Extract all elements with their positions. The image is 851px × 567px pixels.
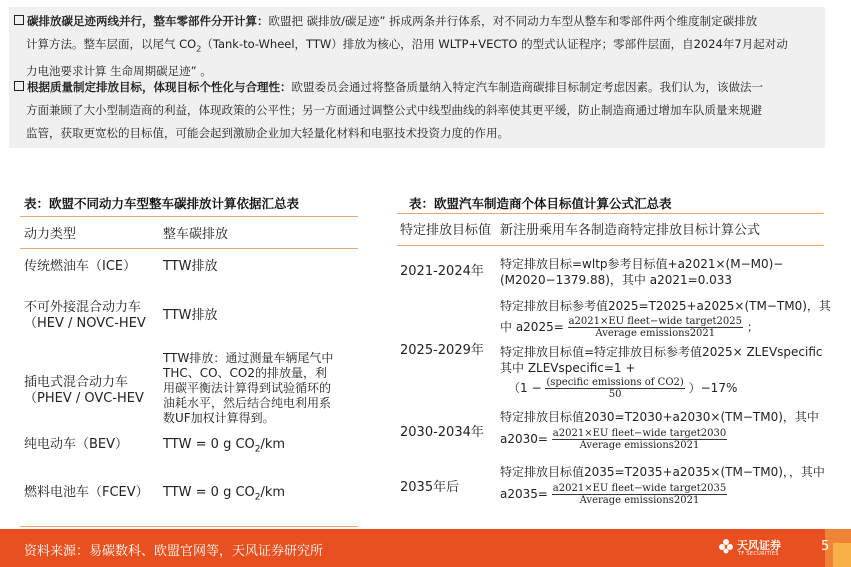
- f2030-a: a2030=: [500, 432, 548, 446]
- phev-line-3: 用碳平衡法计算得到试验循环的: [163, 381, 332, 395]
- left-row-ice-value: TTW排放: [163, 259, 218, 274]
- frac-num: a2021×EU fleet−wide target2035: [552, 483, 727, 494]
- frac-den: Average emissions2021: [579, 440, 700, 451]
- right-row-2021-period: 2021-2024年: [400, 264, 484, 279]
- p1-heading: 碳排放碳足迹两线并行，整车零部件分开计算：: [27, 14, 269, 28]
- p1-line1: 欧盟把 碳排放/碳足迹” 拆成两条并行体系，对不同动力车型从整车和零部件两个维度制定碳排放: [268, 14, 758, 28]
- left-row-phev-type-l2: （PHEV / OVC-HEV: [24, 391, 144, 406]
- phev-line-4: 油耗水平，然后结合纯电利用系: [163, 396, 332, 410]
- logo-flower-icon: [718, 538, 734, 554]
- p1-line2-sub: 2: [196, 44, 202, 54]
- left-row-ice-type: 传统燃油车（ICE）: [24, 259, 137, 274]
- bev-value-b: /km: [260, 437, 286, 452]
- fraction-2035: [552, 483, 727, 506]
- fcev-value-sub: 2: [254, 492, 261, 503]
- left-header-type: 动力类型: [24, 227, 77, 242]
- p1-line3: 力电池要求计算 生命周期碳足迹” 。: [26, 64, 212, 79]
- frac2-den: 50: [608, 389, 622, 400]
- left-header-emission: 整车碳排放: [163, 227, 229, 242]
- frac-den: Average emissions2021: [579, 495, 700, 506]
- left-row-phev-value: [163, 351, 333, 426]
- right-row-2030-formula-1: 特定排放目标值2030=T2030+a2030×(TM−TM0)，其中: [500, 410, 819, 424]
- right-row-2035-formula-2: [500, 483, 727, 506]
- right-row-2030-period: 2030-2034年: [400, 425, 484, 440]
- frac-num: a2021×EU fleet−wide target2030: [552, 428, 727, 439]
- frac-den: Average emissions2021: [595, 328, 716, 339]
- phev-line-5: 数UF加权计算得到。: [163, 411, 275, 425]
- fraction-zlev: [545, 377, 684, 400]
- left-row-bev-value: [163, 437, 285, 458]
- right-row-2025-formula-3: 特定排放目标值=特定排放目标参考值2025× ZLEVspecific: [500, 345, 823, 359]
- left-row-hev-type-l1: 不可外接混合动力车: [24, 300, 142, 315]
- f2025-5a: （1 −: [508, 381, 542, 395]
- left-row-hev-type-l2: （HEV / NOVC-HEV: [24, 316, 146, 331]
- right-row-2035-formula-1: 特定排放目标值2035=T2035+a2035×(TM−TM0)，，其中: [500, 465, 825, 479]
- logo-subtext: TF SECURITIES: [738, 551, 779, 557]
- left-row-phev-type-l1: 插电式混合动力车: [24, 375, 129, 390]
- logo-text: 天风证券: [737, 539, 781, 552]
- checkbox-bullet-icon: [14, 15, 24, 25]
- p1-line2b: （Tank-to-Wheel，TTW）排放为核心，沿用 WLTP+VECTO 的型式认证程序；零部件层面，自2024年7月起对动: [201, 37, 788, 51]
- p2-line1: 欧盟委员会通过将整备质量纳入特定汽车制造商碳排目标制定考虑因素。我们认为，该做法一: [291, 80, 763, 94]
- bev-value-sub: 2: [254, 444, 261, 455]
- f2035-a: a2035=: [500, 487, 548, 501]
- p2-heading: 根据质量制定排放目标，体现目标个性化与合理性：: [27, 80, 292, 94]
- bev-value-a: TTW = 0 g CO: [163, 437, 255, 452]
- checkbox-bullet-icon: [14, 81, 24, 91]
- right-row-2021-formula-1: 特定排放目标=wltp参考目标值+a2021×(M−M0)−: [500, 257, 784, 271]
- summary-box: [9, 7, 825, 148]
- left-table-rule-top: [20, 216, 358, 217]
- fraction-2025: [568, 316, 743, 339]
- left-table-title: 表：欧盟不同动力车型整车碳排放计算依据汇总表: [24, 196, 300, 211]
- frac2-num: (specific emissions of CO2): [546, 377, 684, 388]
- phev-line-2: THC、CO、CO2的排放量，利: [163, 366, 328, 380]
- p2-line2: 方面兼顾了大小型制造商的利益，体现政策的公平性；另一方面通过调整公式中线型曲线的斜率使其更平缓，防止制造商通过增加车队质量来规避: [26, 103, 762, 117]
- phev-line-1: TTW排放：通过测量车辆尾气中: [163, 351, 334, 365]
- f2025-b: ；: [746, 320, 759, 334]
- f2025-a: 中 a2025=: [500, 320, 564, 334]
- right-row-2025-formula-2: [500, 316, 759, 339]
- right-row-2025-formula-4: 其中 ZLEVspecific=1 +: [500, 361, 636, 375]
- right-row-2035-period: 2035年后: [400, 480, 460, 495]
- fcev-value-a: TTW = 0 g CO: [163, 485, 255, 500]
- right-table-title: 表：欧盟汽车制造商个体目标值计算公式汇总表: [409, 196, 672, 211]
- fcev-value-b: /km: [260, 485, 286, 500]
- left-row-fcev-type: 燃料电池车（FCEV）: [24, 485, 149, 500]
- p1-line2a: 计算方法。整车层面，以尾气 CO: [26, 37, 197, 51]
- right-row-2025-formula-5: [508, 377, 737, 400]
- summary-paragraph-1: [14, 10, 817, 83]
- frac-num: a2021×EU fleet−wide target2025: [568, 316, 742, 327]
- right-row-2030-formula-2: [500, 428, 727, 451]
- right-header-formula: 新注册乘用车各制造商特定排放目标计算公式: [500, 223, 761, 238]
- source-note: 资料来源：易碳数科、欧盟官网等，天风证券研究所: [24, 544, 324, 559]
- fraction-2030: [552, 428, 727, 451]
- right-table-rule-header: [397, 245, 824, 246]
- page-number: 5: [821, 539, 830, 554]
- right-row-2021-formula-2: (M2020−1379.88)，其中 a2021=0.033: [500, 273, 733, 287]
- left-row-fcev-value: [163, 485, 285, 506]
- right-header-period: 特定排放目标值: [400, 223, 492, 238]
- corner-decoration-2: [833, 543, 851, 567]
- f2025-5b: ）−17%: [688, 381, 738, 395]
- company-logo: [718, 537, 781, 557]
- left-table-rule-header: [20, 248, 358, 249]
- right-row-2025-period: 2025-2029年: [400, 343, 484, 358]
- right-table-rule-top: [397, 213, 824, 214]
- left-row-hev-value: TTW排放: [163, 308, 218, 323]
- right-row-2025-formula-1: 特定排放目标参考值2025=T2025+a2025×(TM−TM0)，其: [500, 299, 831, 313]
- summary-paragraph-2: [14, 76, 817, 145]
- p2-line3: 监管，获取更宽松的目标值，可能会起到激励企业加大轻量化材料和电驱技术投资力度的作用。: [26, 126, 509, 140]
- left-table-rule-bottom: [20, 526, 358, 527]
- footer-bar: [0, 529, 851, 567]
- left-row-bev-type: 纯电动车（BEV）: [24, 437, 129, 452]
